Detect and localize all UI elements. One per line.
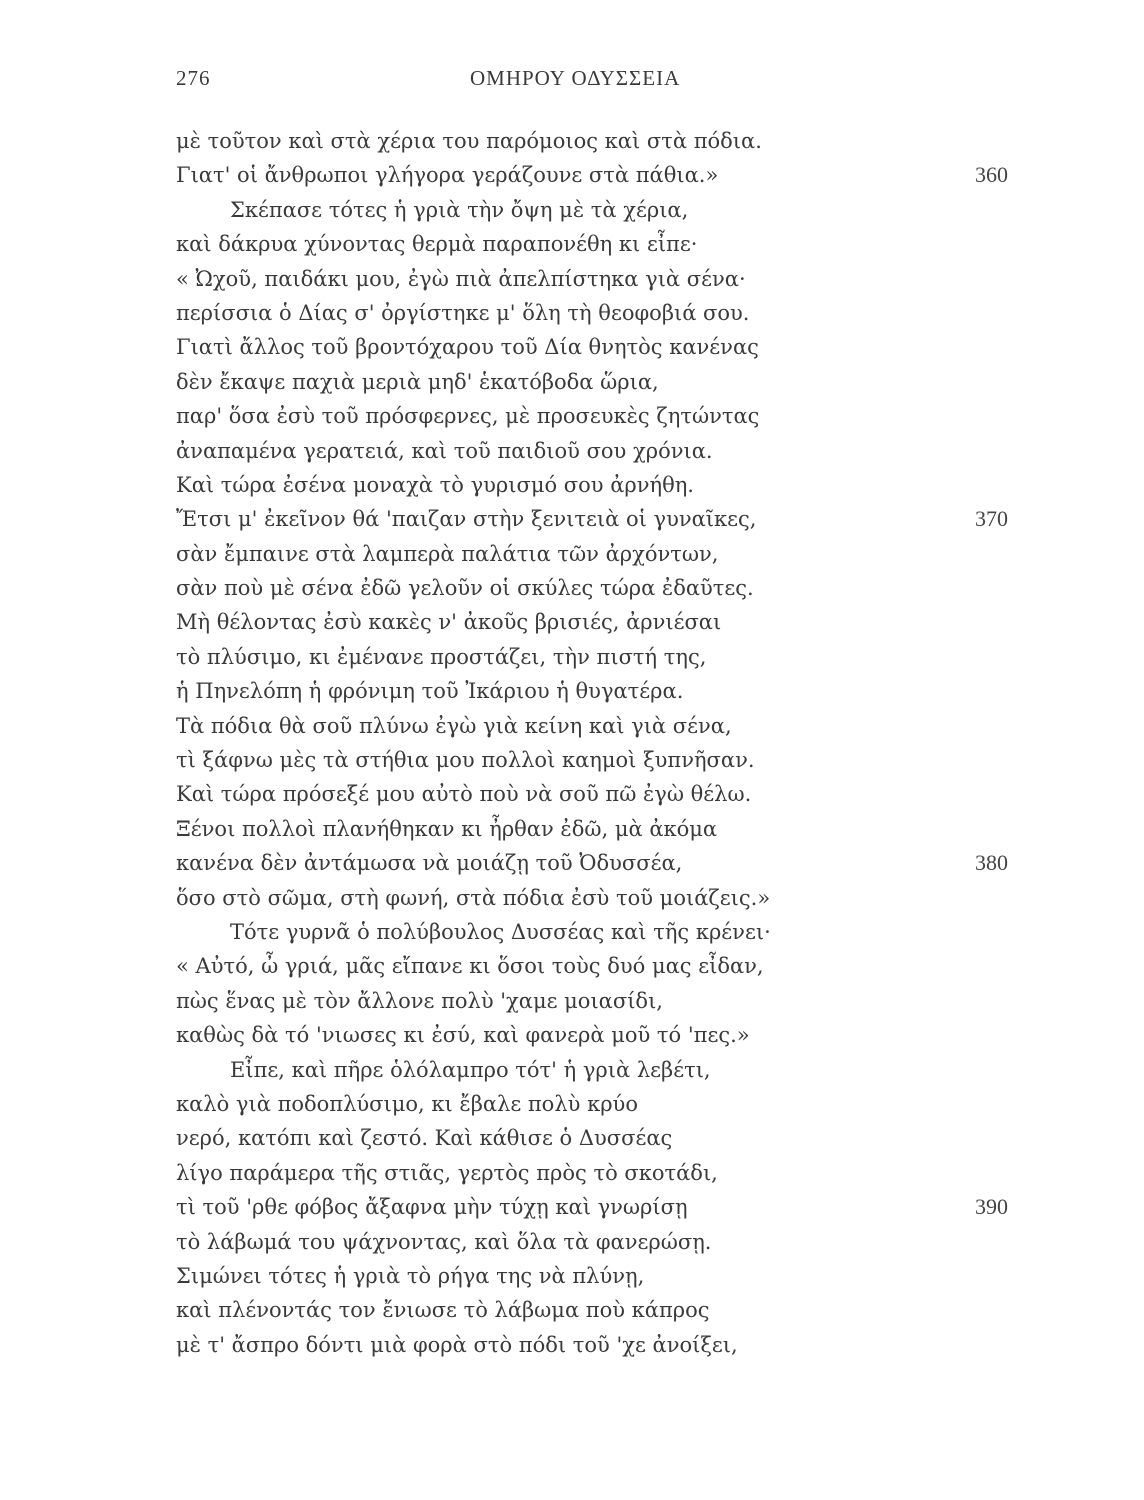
verse-line <box>176 1259 1016 1293</box>
verse-text: « Αὐτό, ὦ γριά, μᾶς εἴπανε κι ὅσοι τοὺς δυό μας εἶδαν, <box>176 954 764 979</box>
line-number: 370 <box>975 506 1008 532</box>
verse-line <box>176 984 1016 1018</box>
verse-text: Ἔτσι μ' ἐκεῖνον θά 'παιζαν στὴν ξενιτειὰ οἱ γυναῖκες, <box>176 507 757 532</box>
verse-text: τὸ πλύσιμο, κι ἐμένανε προστάζει, τὴν πιστή της, <box>176 644 707 669</box>
verse-text: ὅσο στὸ σῶμα, στὴ φωνή, στὰ πόδια ἐσὺ τοῦ μοιάζεις.» <box>176 885 771 910</box>
verse-text: τὶ τοῦ 'ρθε φόβος ἄξαφνα μὴν τύχῃ καὶ γνωρίσῃ <box>176 1195 688 1220</box>
verse-line <box>176 158 1016 192</box>
verse-text: μὲ τοῦτον καὶ στὰ χέρια του παρόμοιος καὶ στὰ πόδια. <box>176 129 762 153</box>
verse-line <box>176 1018 1016 1052</box>
verse-text: Σιμώνει τότες ἡ γριὰ τὸ ρήγα της νὰ πλύνῃ, <box>176 1263 645 1288</box>
verse-line <box>176 1328 1016 1362</box>
verse-text: Γιατ' οἱ ἄνθρωποι γλήγορα γεράζουνε στὰ πάθια.» <box>176 163 719 188</box>
verse-text: λίγο παράμερα τῆς στιᾶς, γερτὸς πρὸς τὸ σκοτάδι, <box>176 1160 718 1185</box>
verse-line <box>176 674 1016 708</box>
verse-line <box>176 571 1016 605</box>
verse-text: Καὶ τώρα ἐσένα μοναχὰ τὸ γυρισμό σου ἀρνήθη. <box>176 472 694 497</box>
verse-line <box>176 1190 1016 1224</box>
verse-text: καλὸ γιὰ ποδοπλύσιμο, κι ἔβαλε πολὺ κρύο <box>176 1091 638 1116</box>
line-number: 360 <box>975 162 1008 188</box>
verse-line <box>176 846 1016 880</box>
verse-text: Ξένοι πολλοὶ πλανήθηκαν κι ἦρθαν ἐδῶ, μὰ ἀκόμα <box>176 816 718 841</box>
verse-text: Σκέπασε τότες ἡ γριὰ τὴν ὄψη μὲ τὰ χέρια, <box>230 197 689 222</box>
verse-text: τὶ ξάφνω μὲς τὰ στήθια μου πολλοὶ καημοὶ ξυπνῆσαν. <box>176 748 755 773</box>
verse-text: Εἶπε, καὶ πῆρε ὁλόλαμπρο τότ' ἡ γριὰ λεβέτι, <box>230 1057 711 1082</box>
verse-text: νερό, κατόπι καὶ ζεστό. Καὶ κάθισε ὁ Δυσσέας <box>176 1126 673 1151</box>
verse-line <box>176 399 1016 433</box>
verse-line <box>176 365 1016 399</box>
verse-text: καὶ πλένοντάς τον ἔνιωσε τὸ λάβωμα ποὺ κάπρος <box>176 1298 710 1323</box>
page-header <box>0 66 1144 98</box>
verse-line <box>176 227 1016 261</box>
verse-text: κανένα δὲν ἀντάμωσα νὰ μοιάζῃ τοῦ Ὀδυσσέα, <box>176 851 683 876</box>
line-number: 390 <box>975 1194 1008 1220</box>
verse-line <box>176 502 1016 536</box>
verse-text: ἡ Πηνελόπη ἡ φρόνιμη τοῦ Ἰκάριου ἡ θυγατέρα. <box>176 679 684 704</box>
verse-text: Μὴ θέλοντας ἐσὺ κακὲς ν' ἀκοῦς βρισιές, ἀρνιέσαι <box>176 610 722 635</box>
line-number: 380 <box>975 850 1008 876</box>
verse-line <box>176 193 1016 227</box>
verse-text: δὲν ἔκαψε παχιὰ μεριὰ μηδ' ἑκατόβοδα ὥρια, <box>176 369 659 394</box>
verse-line <box>176 1053 1016 1087</box>
verse-line <box>176 640 1016 674</box>
verse-line <box>176 1293 1016 1327</box>
verse-line <box>176 434 1016 468</box>
running-title: ΟΜΗΡΟΥ ΟΔΥΣΣΕΙΑ <box>470 66 681 90</box>
verse-line <box>176 1121 1016 1155</box>
verse-line <box>176 949 1016 983</box>
verse-line <box>176 262 1016 296</box>
verse-line <box>176 537 1016 571</box>
verse-text: Καὶ τώρα πρόσεξέ μου αὐτὸ ποὺ νὰ σοῦ πῶ ἐγὼ θέλω. <box>176 782 752 807</box>
verse-line <box>176 468 1016 502</box>
verse-block <box>176 124 1016 1362</box>
verse-text: σὰν ἔμπαινε στὰ λαμπερὰ παλάτια τῶν ἀρχόντων, <box>176 541 719 566</box>
verse-line <box>176 1156 1016 1190</box>
verse-text: Τότε γυρνᾶ ὁ πολύβουλος Δυσσέας καὶ τῆς κρένει· <box>230 919 771 944</box>
verse-line <box>176 881 1016 915</box>
verse-text: σὰν ποὺ μὲ σένα ἐδῶ γελοῦν οἱ σκύλες τώρα ἐδαῦτες. <box>176 576 754 601</box>
verse-text: πὼς ἕνας μὲ τὸν ἄλλονε πολὺ 'χαμε μοιασίδι, <box>176 988 663 1013</box>
verse-line <box>176 1225 1016 1259</box>
verse-line <box>176 743 1016 777</box>
verse-line <box>176 812 1016 846</box>
verse-line <box>176 777 1016 811</box>
verse-text: μὲ τ' ἄσπρο δόντι μιὰ φορὰ στὸ πόδι τοῦ 'χε ἀνοίξει, <box>176 1332 738 1357</box>
verse-line <box>176 330 1016 364</box>
verse-text: τὸ λάβωμά του ψάχνοντας, καὶ ὅλα τὰ φανερώσῃ. <box>176 1229 712 1254</box>
verse-text: Τὰ πόδια θὰ σοῦ πλύνω ἐγὼ γιὰ κείνη καὶ γιὰ σένα, <box>176 713 732 738</box>
verse-text: περίσσια ὁ Δίας σ' ὀργίστηκε μ' ὅλη τὴ θεοφοβιά σου. <box>176 300 750 325</box>
verse-line <box>176 1087 1016 1121</box>
verse-text: ἀναπαμένα γερατειά, καὶ τοῦ παιδιοῦ σου χρόνια. <box>176 438 713 463</box>
verse-text: « Ὠχοῦ, παιδάκι μου, ἐγὼ πιὰ ἀπελπίστηκα γιὰ σένα· <box>176 266 746 291</box>
verse-text: καὶ δάκρυα χύνοντας θερμὰ παραπονέθη κι εἶπε· <box>176 232 698 257</box>
verse-text: καθὼς δὰ τό 'νιωσες κι ἐσύ, καὶ φανερὰ μοῦ τό 'πες.» <box>176 1023 750 1048</box>
verse-text: παρ' ὅσα ἐσὺ τοῦ πρόσφερνες, μὲ προσευκὲς ζητώντας <box>176 404 760 429</box>
verse-text: Γιατὶ ἄλλος τοῦ βροντόχαρου τοῦ Δία θνητὸς κανένας <box>176 335 759 360</box>
verse-line <box>176 915 1016 949</box>
page-number: 276 <box>176 66 211 90</box>
verse-line <box>176 605 1016 639</box>
verse-line <box>176 296 1016 330</box>
verse-line <box>176 124 1016 158</box>
verse-line <box>176 709 1016 743</box>
